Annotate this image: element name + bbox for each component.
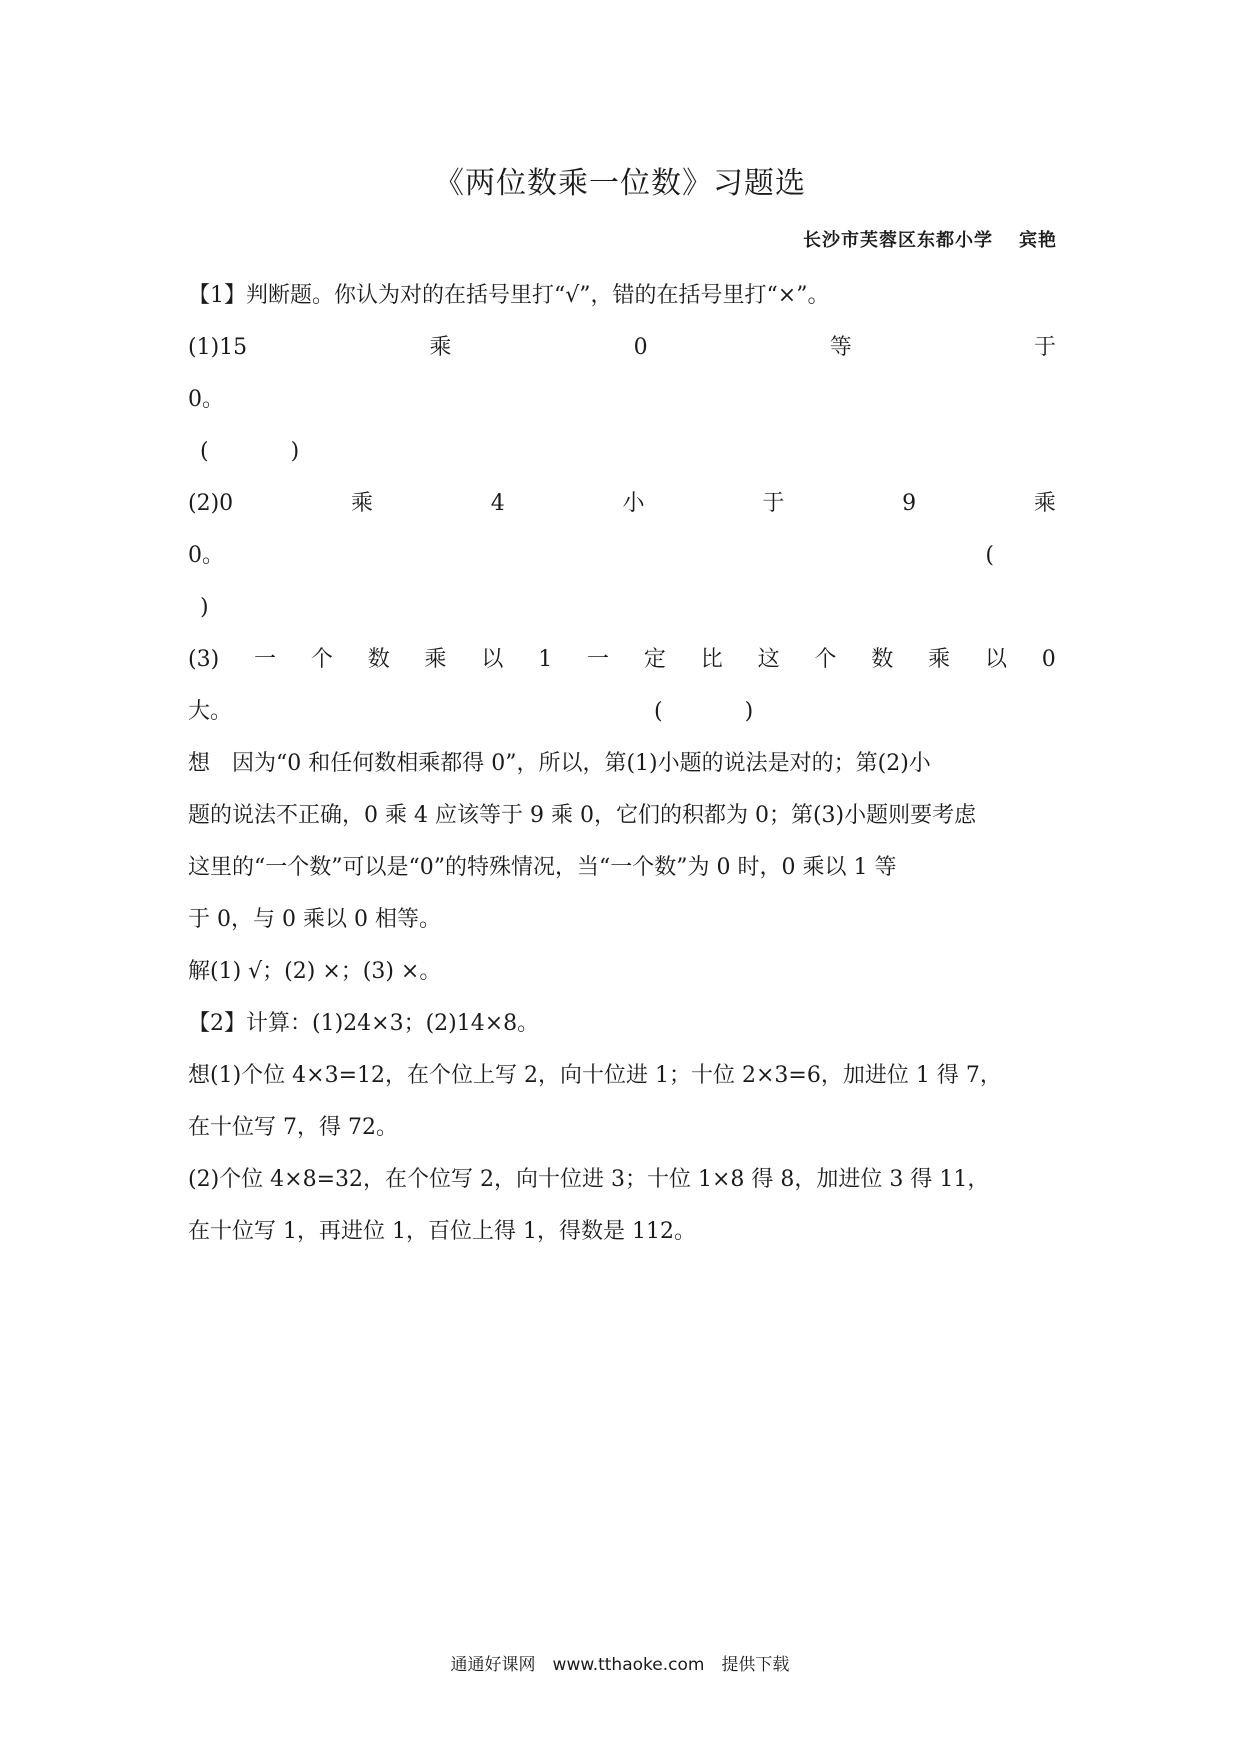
- q1-item1-token: 等: [829, 335, 852, 360]
- q1-item1-token: 乘: [429, 335, 452, 360]
- document-body: [188, 270, 1056, 1258]
- q1-item3-token: 数: [871, 647, 894, 672]
- q1-item2-paren-close-line: [188, 582, 1056, 634]
- q1-answer: 解(1) √；(2) ×；(3) ×。: [188, 959, 442, 984]
- q1-item3-token: 比: [700, 647, 723, 672]
- q2-heading: 【2】计算：(1)24×3；(2)14×8。: [188, 1011, 540, 1036]
- q1-item2-tail-line: [188, 530, 1056, 582]
- q1-item2-line: [188, 478, 1056, 530]
- q1-item2-token: 乘: [350, 491, 373, 516]
- q2-think-line: 想(1)个位 4×3=12，在个位上写 2，向十位进 1；十位 2×3=6，加进位 1 得 7，: [188, 1063, 1002, 1088]
- paren-open: (: [654, 699, 663, 724]
- paren-close: ): [200, 595, 209, 620]
- q1-item3-token: 这: [757, 647, 780, 672]
- paren-open: (: [985, 543, 994, 568]
- q1-item2-token: 4: [490, 491, 505, 516]
- q1-item3-line: [188, 634, 1056, 686]
- q1-item3-token: 乘: [928, 647, 951, 672]
- q1-think-line: 于 0，与 0 乘以 0 相等。: [188, 907, 441, 932]
- paren-open: (: [200, 439, 209, 464]
- q1-item3-token: 乘: [424, 647, 447, 672]
- q1-item2-token: 乘: [1033, 491, 1056, 516]
- paren-close: ): [290, 439, 300, 464]
- page-title: 《两位数乘一位数》习题选: [434, 166, 806, 201]
- q1-item1-token: 于: [1033, 335, 1056, 360]
- q1-item2-tail: 0。: [188, 543, 224, 568]
- q1-item3-token: 定: [643, 647, 666, 672]
- q1-item3-tail: 大。: [188, 699, 233, 724]
- q1-item3-token: 个: [310, 647, 333, 672]
- q1-item3-answer-paren: [654, 686, 753, 738]
- q1-heading: 【1】判断题。你认为对的在括号里打“√”，错的在括号里打“×”。: [188, 283, 830, 308]
- q1-item2-token: 于: [762, 491, 785, 516]
- q1-item3-token: 个: [814, 647, 837, 672]
- q1-item3-token: (3): [188, 647, 220, 672]
- q1-item2-token: 9: [902, 491, 917, 516]
- q1-item1-tail: 0。: [188, 387, 224, 412]
- q1-item3-token: 以: [481, 647, 504, 672]
- q1-think-line: 这里的“一个数”可以是“0”的特殊情况，当“一个数”为 0 时，0 乘以 1 等: [188, 855, 897, 880]
- q1-item3-token: 0: [1041, 647, 1056, 672]
- q2-think-line: 在十位写 1，再进位 1，百位上得 1，得数是 112。: [188, 1219, 696, 1244]
- q1-item1-token: 0: [633, 335, 648, 360]
- page-footer: 通通好课网 www.tthaoke.com 提供下载: [450, 1655, 790, 1675]
- q1-item2-token: (2)0: [188, 491, 234, 516]
- q1-item3-token: 以: [984, 647, 1007, 672]
- q1-item3-token: 一: [587, 647, 610, 672]
- q1-item2-token: 小: [622, 491, 645, 516]
- author-school: 长沙市芙蓉区东都小学: [803, 230, 993, 251]
- paren-close: ): [744, 699, 754, 724]
- q1-item3-token: 一: [254, 647, 277, 672]
- q2-think-line: 在十位写 7，得 72。: [188, 1115, 398, 1140]
- q1-item3-tail-line: [188, 686, 1056, 738]
- q1-item3-token: 数: [367, 647, 390, 672]
- author-name: 宾艳: [1019, 230, 1057, 251]
- q1-item1-token: (1)15: [188, 335, 248, 360]
- q2-think-line: (2)个位 4×8=32，在个位写 2，向十位进 3；十位 1×8 得 8，加进位 3 得 11，: [188, 1167, 990, 1192]
- q1-think-line: 题的说法不正确，0 乘 4 应该等于 9 乘 0，它们的积都为 0；第(3)小题则要考虑: [188, 803, 977, 828]
- q1-item3-token: 1: [538, 647, 553, 672]
- q1-think-line: 想 因为“0 和任何数相乘都得 0”，所以，第(1)小题的说法是对的；第(2)小: [188, 751, 931, 776]
- q1-item1-line: [188, 322, 1056, 374]
- q1-item1-answer-paren: [188, 426, 1056, 478]
- author-line: [803, 226, 1057, 252]
